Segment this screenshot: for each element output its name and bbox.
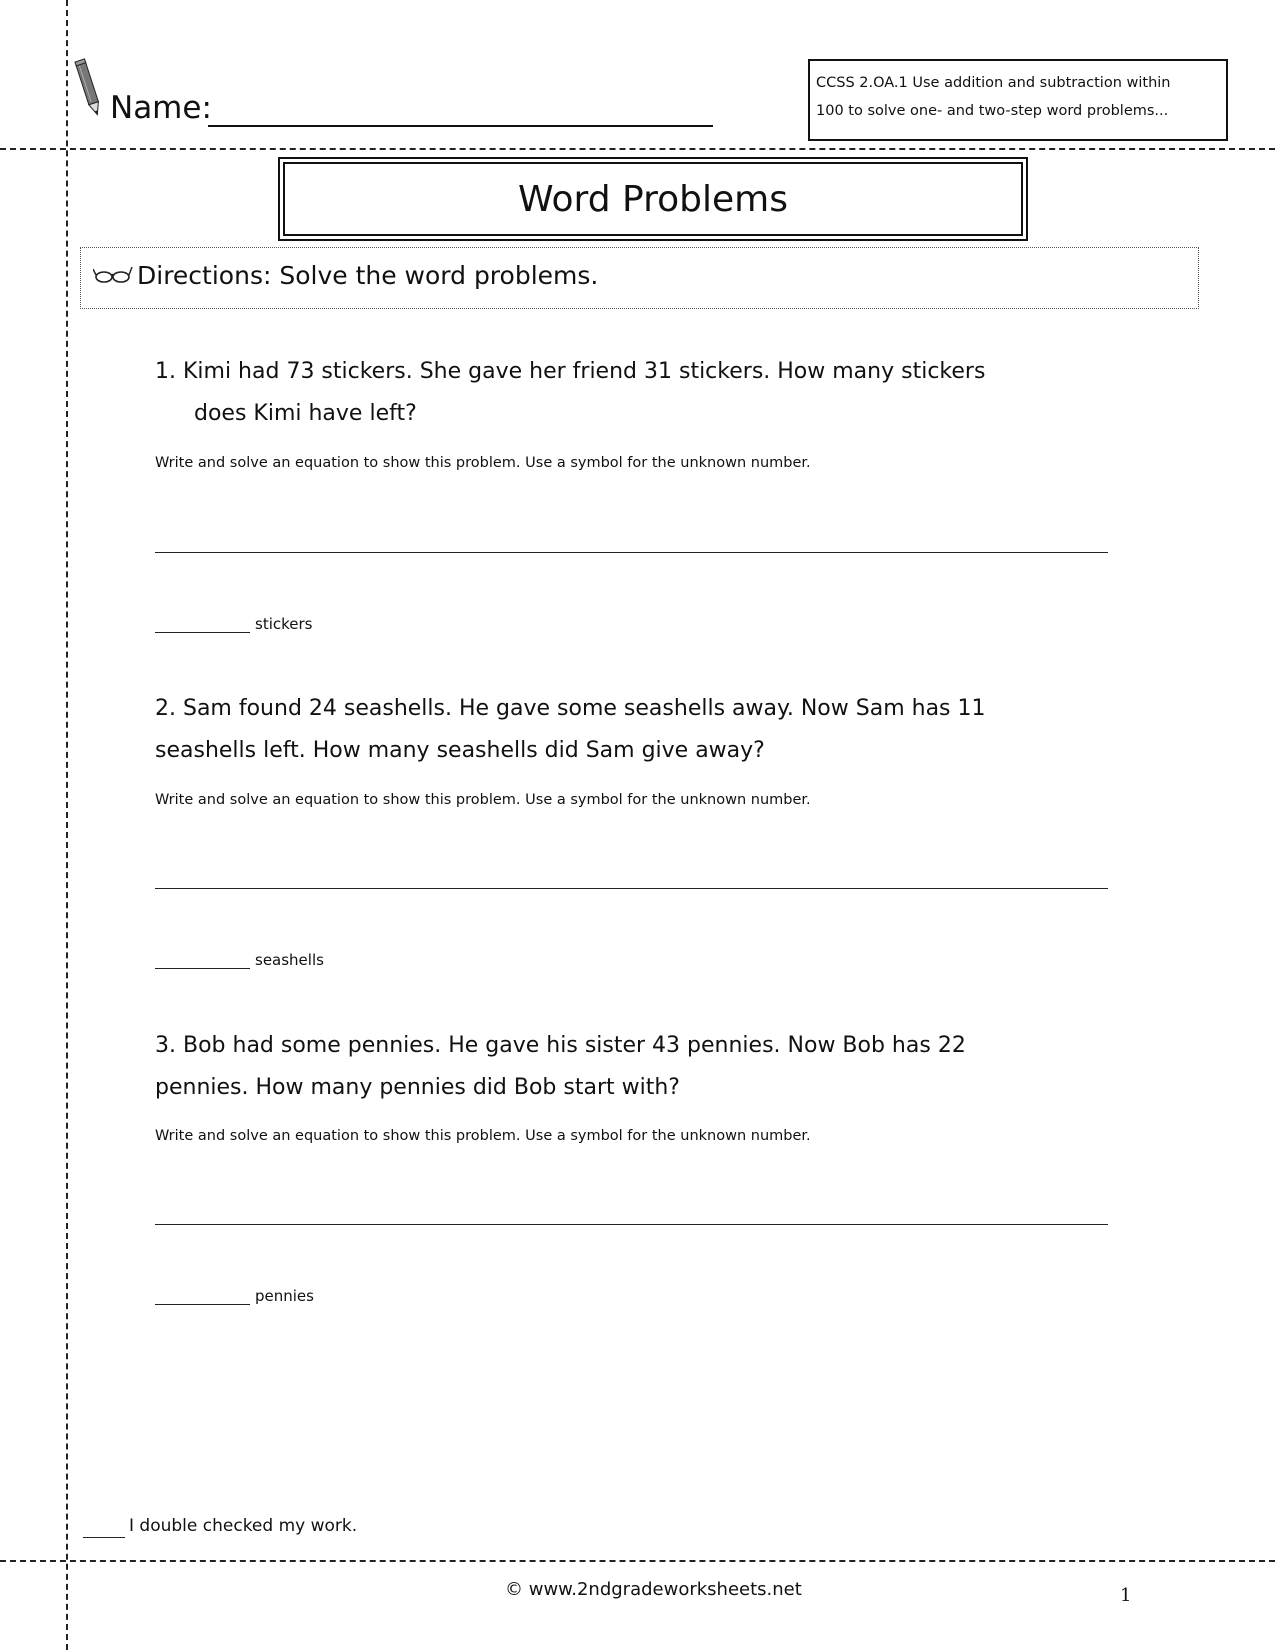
standard-text-line-2: 100 to solve one- and two-step word problems... bbox=[816, 103, 1169, 119]
self-check-blank[interactable] bbox=[83, 1537, 125, 1538]
standard-text-line-1: CCSS 2.OA.1 Use addition and subtraction within bbox=[816, 75, 1171, 91]
copyright-notice: © www.2ndgradeworksheets.net bbox=[505, 1579, 802, 1600]
name-field-line[interactable] bbox=[208, 125, 713, 127]
name-label: Name: bbox=[110, 90, 212, 126]
standard-box bbox=[808, 59, 1228, 141]
glasses-icon bbox=[93, 265, 133, 285]
problem-1-text-line-2: does Kimi have left? bbox=[194, 401, 417, 426]
problem-2-answer-unit: seashells bbox=[255, 951, 324, 969]
problem-3-instruction: Write and solve an equation to show this problem. Use a symbol for the unknown number. bbox=[155, 1128, 811, 1144]
problem-3-answer-unit: pennies bbox=[255, 1287, 314, 1305]
problem-3-equation-line[interactable] bbox=[155, 1224, 1108, 1225]
bottom-cut-line bbox=[0, 1560, 1275, 1562]
top-cut-line bbox=[0, 148, 1275, 150]
pencil-icon bbox=[72, 58, 106, 120]
problem-1-instruction: Write and solve an equation to show this problem. Use a symbol for the unknown number. bbox=[155, 455, 811, 471]
problem-3-answer-blank[interactable] bbox=[155, 1304, 250, 1305]
problem-2-answer-blank[interactable] bbox=[155, 968, 250, 969]
title-frame bbox=[278, 157, 1028, 241]
problem-2-instruction: Write and solve an equation to show this problem. Use a symbol for the unknown number. bbox=[155, 792, 811, 808]
problem-1-answer-unit: stickers bbox=[255, 615, 313, 633]
self-check-label: I double checked my work. bbox=[129, 1516, 358, 1536]
problem-1-equation-line[interactable] bbox=[155, 552, 1108, 553]
directions-text: Directions: Solve the word problems. bbox=[137, 261, 599, 290]
problem-3-text-line-1: 3. Bob had some pennies. He gave his sister 43 pennies. Now Bob has 22 bbox=[155, 1033, 966, 1058]
problem-3-text-line-2: pennies. How many pennies did Bob start with? bbox=[155, 1075, 680, 1100]
page-number: 1 bbox=[1120, 1585, 1132, 1606]
problem-1-text-line-1: 1. Kimi had 73 stickers. She gave her friend 31 stickers. How many stickers bbox=[155, 359, 986, 384]
problem-2-text-line-2: seashells left. How many seashells did Sam give away? bbox=[155, 738, 765, 763]
problem-1-answer-blank[interactable] bbox=[155, 632, 250, 633]
problem-2-equation-line[interactable] bbox=[155, 888, 1108, 889]
page-title: Word Problems bbox=[283, 162, 1023, 236]
left-margin-guide bbox=[66, 0, 68, 1650]
problem-2-text-line-1: 2. Sam found 24 seashells. He gave some seashells away. Now Sam has 11 bbox=[155, 696, 986, 721]
